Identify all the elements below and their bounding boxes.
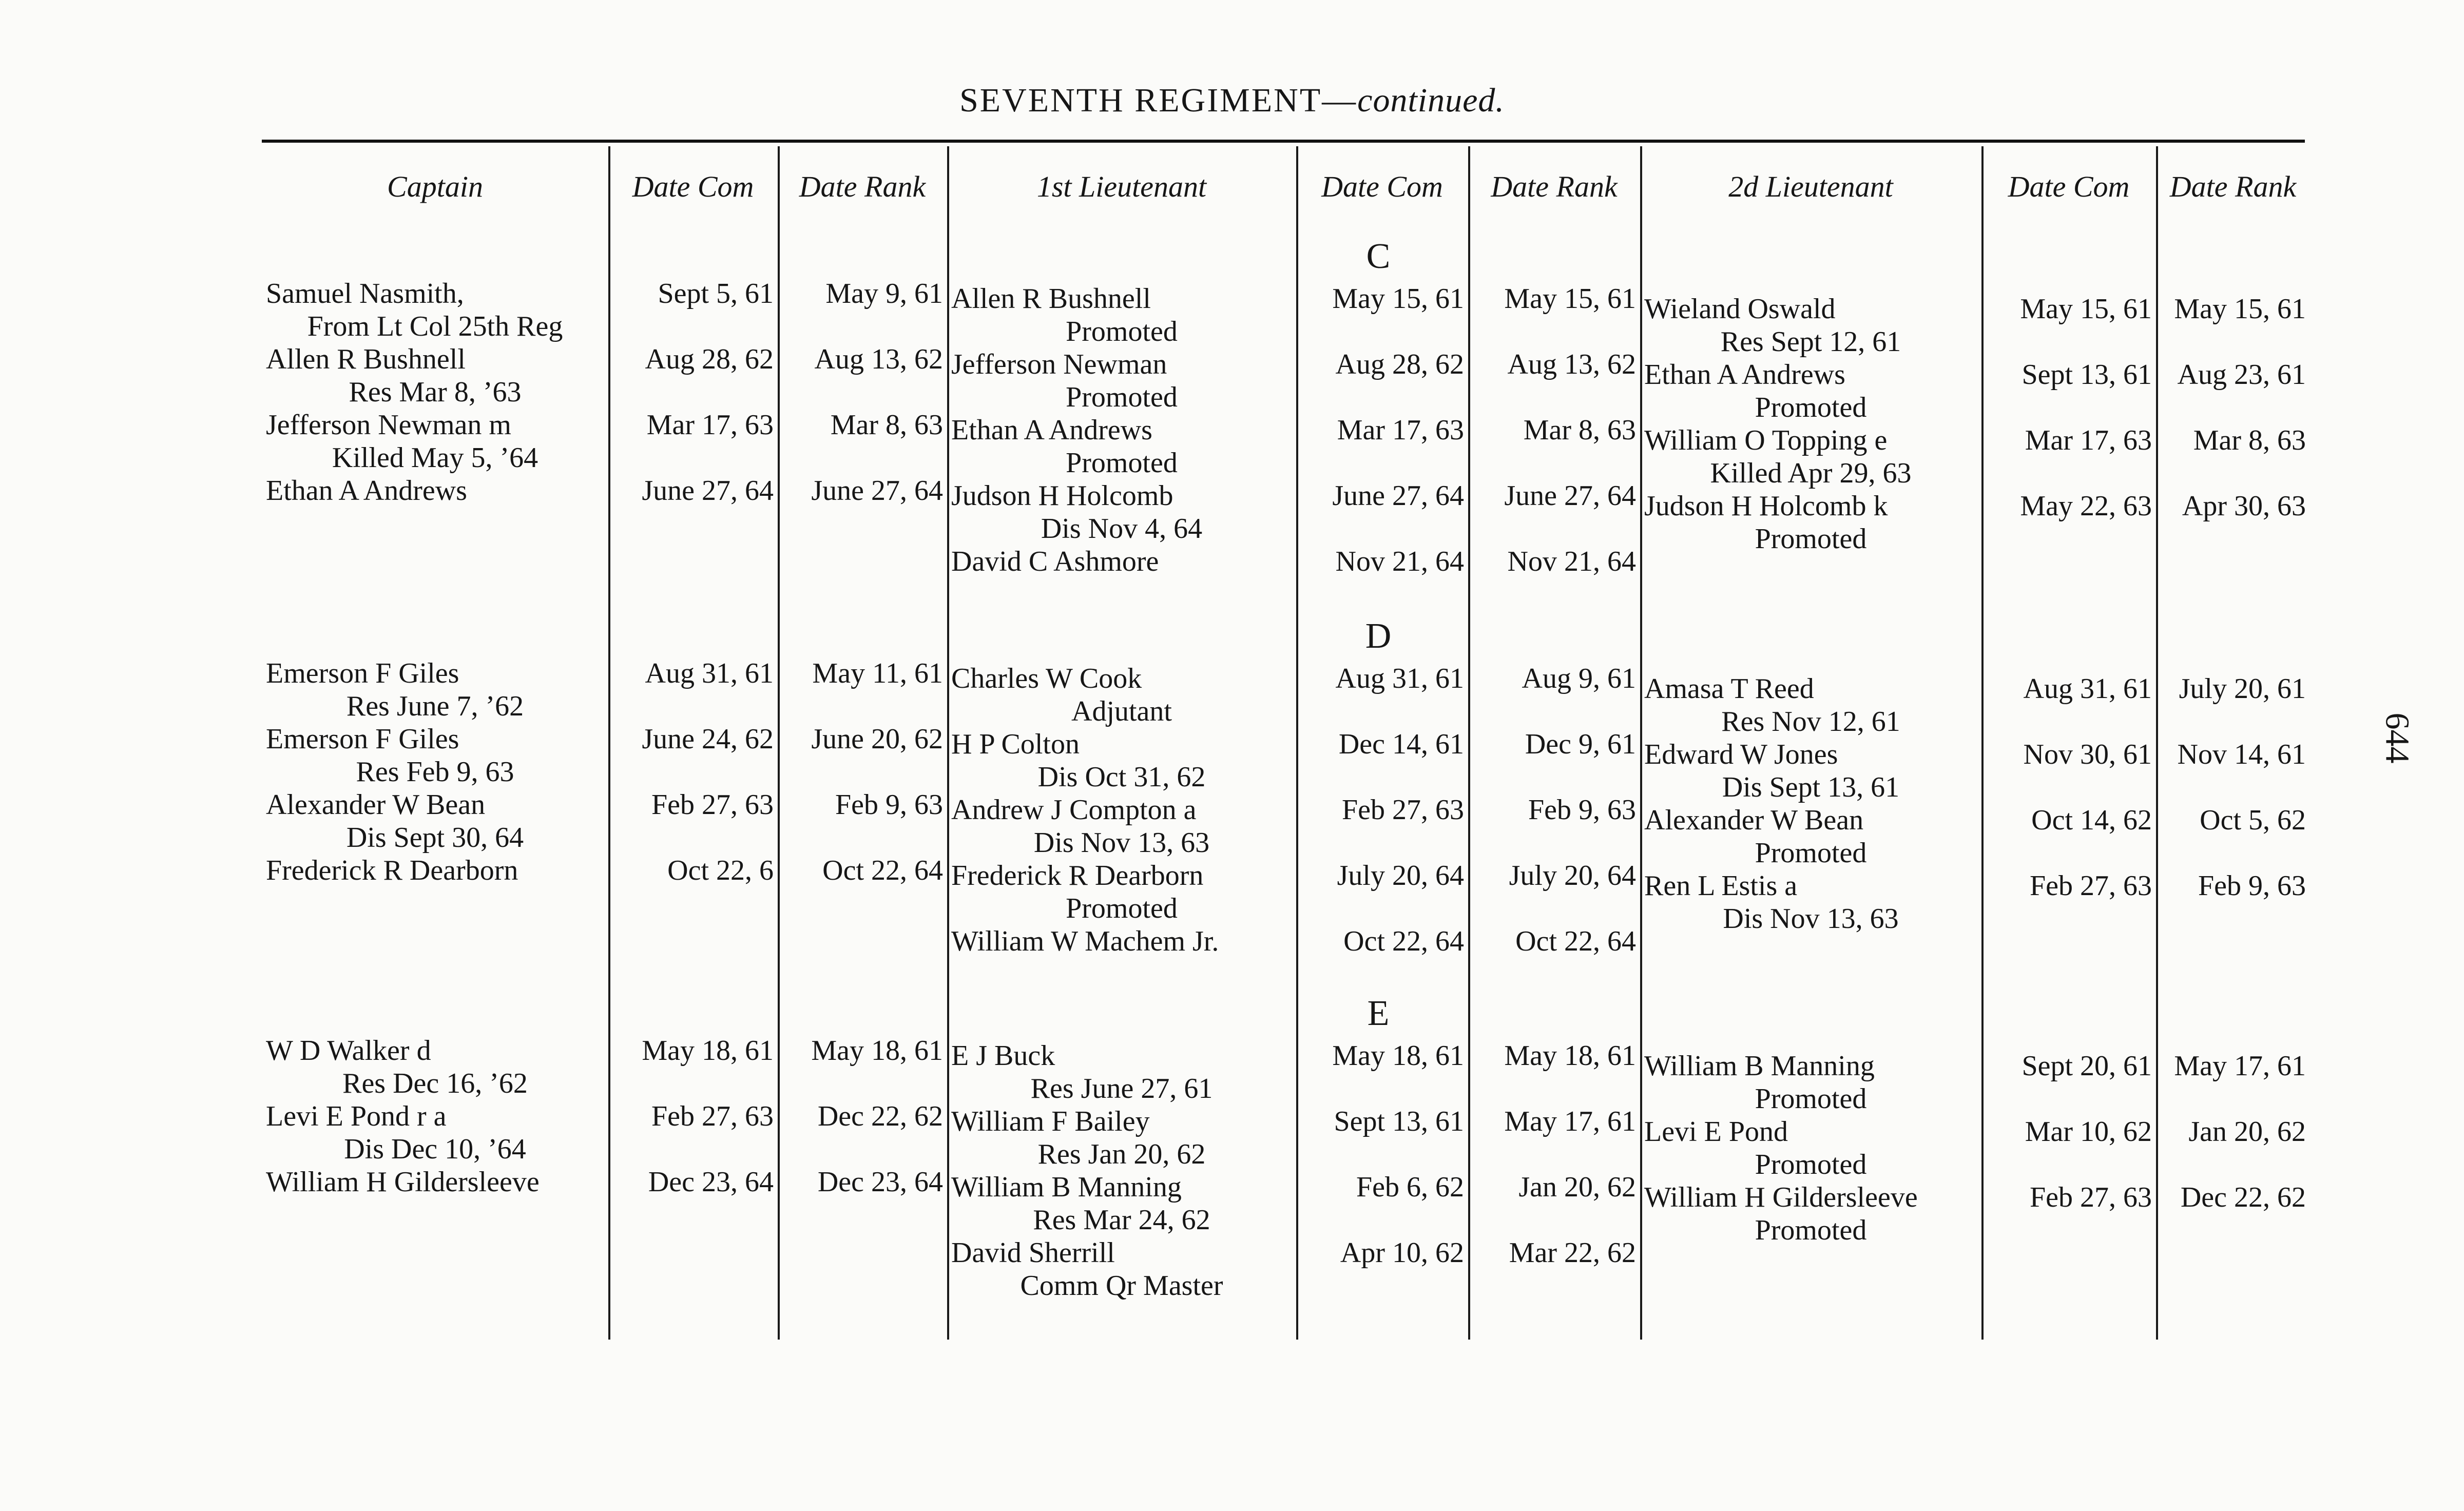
captain-date-rank: May 18, 61 <box>811 1035 943 1067</box>
page-number: 644 <box>2378 712 2416 764</box>
second_lt-name: Levi E Pond <box>1644 1116 1788 1148</box>
first_lt-name: Ethan A Andrews <box>951 414 1152 446</box>
first_lt-name: David Sherrill <box>951 1237 1115 1269</box>
second_lt-name: Ren L Estis a <box>1644 870 1798 902</box>
title-continued: continued. <box>1357 82 1505 119</box>
second_lt-note: Dis Nov 13, 63 <box>1723 903 1899 935</box>
second_lt-date-rank: July 20, 61 <box>2179 673 2306 705</box>
captain-date-com: Oct 22, 6 <box>667 855 774 886</box>
first_lt-name: William F Bailey <box>951 1106 1150 1137</box>
first_lt-name: David C Ashmore <box>951 546 1159 577</box>
column-header: Date Com <box>1321 170 1443 203</box>
column-header: Date Rank <box>1491 170 1618 203</box>
column-divider <box>947 146 949 1340</box>
captain-name: William H Gildersleeve <box>266 1166 540 1198</box>
first_lt-name: Allen R Bushnell <box>951 283 1151 315</box>
first_lt-name: William B Manning <box>951 1171 1182 1203</box>
captain-note: Killed May 5, ’64 <box>332 442 538 474</box>
first_lt-date-com: June 27, 64 <box>1332 480 1464 512</box>
second_lt-date-rank: Oct 5, 62 <box>2200 804 2306 836</box>
first_lt-date-rank: Aug 9, 61 <box>1522 663 1636 694</box>
second_lt-name: Ethan A Andrews <box>1644 359 1845 391</box>
page-title <box>0 81 2464 120</box>
second_lt-date-com: Sept 20, 61 <box>2022 1050 2152 1082</box>
title-text: SEVENTH REGIMENT— <box>959 82 1358 119</box>
first_lt-date-rank: Aug 13, 62 <box>1507 348 1636 380</box>
captain-note: Res Feb 9, 63 <box>356 756 514 788</box>
first_lt-name: William W Machem Jr. <box>951 925 1219 957</box>
second_lt-note: Dis Sept 13, 61 <box>1722 771 1900 803</box>
captain-name: Allen R Bushnell <box>266 343 466 375</box>
captain-date-rank: May 9, 61 <box>825 278 943 309</box>
captain-date-rank: May 11, 61 <box>812 657 943 689</box>
captain-date-rank: Oct 22, 64 <box>822 855 943 886</box>
captain-note: Dis Dec 10, ’64 <box>344 1133 526 1165</box>
second_lt-date-com: Mar 10, 62 <box>2025 1116 2152 1148</box>
captain-date-com: Feb 27, 63 <box>651 789 774 821</box>
second_lt-date-com: May 15, 61 <box>2020 293 2152 325</box>
first_lt-date-com: July 20, 64 <box>1337 860 1464 892</box>
first_lt-date-rank: July 20, 64 <box>1509 860 1636 892</box>
first_lt-note: Dis Nov 4, 64 <box>1041 513 1203 545</box>
first_lt-date-rank: Nov 21, 64 <box>1507 546 1636 577</box>
first_lt-date-rank: Dec 9, 61 <box>1525 728 1636 760</box>
column-header: Date Rank <box>2169 170 2297 203</box>
second_lt-date-rank: May 17, 61 <box>2174 1050 2306 1082</box>
second_lt-note: Promoted <box>1755 837 1867 869</box>
column-header: Date Rank <box>799 170 926 203</box>
header-rule <box>262 140 2305 143</box>
second_lt-date-rank: Apr 30, 63 <box>2182 490 2306 522</box>
captain-name: Levi E Pond r a <box>266 1100 447 1132</box>
second_lt-date-rank: May 15, 61 <box>2174 293 2306 325</box>
captain-note: Res Mar 8, ’63 <box>349 376 522 408</box>
second_lt-date-com: May 22, 63 <box>2020 490 2152 522</box>
first_lt-name: E J Buck <box>951 1040 1055 1072</box>
first_lt-name: Jefferson Newman <box>951 348 1167 380</box>
second_lt-date-com: Nov 30, 61 <box>2023 739 2152 770</box>
first_lt-date-rank: Jan 20, 62 <box>1518 1171 1636 1203</box>
captain-date-com: Feb 27, 63 <box>651 1100 774 1132</box>
second_lt-note: Promoted <box>1755 1149 1867 1180</box>
first_lt-date-com: Feb 6, 62 <box>1356 1171 1464 1203</box>
first_lt-date-com: May 15, 61 <box>1332 283 1464 315</box>
second_lt-note: Promoted <box>1755 392 1867 423</box>
column-header: Date Com <box>632 170 754 203</box>
second_lt-note: Killed Apr 29, 63 <box>1710 457 1912 489</box>
second_lt-name: Amasa T Reed <box>1644 673 1814 705</box>
captain-note: From Lt Col 25th Reg <box>307 311 563 342</box>
first_lt-note: Dis Nov 13, 63 <box>1033 827 1210 859</box>
first_lt-note: Promoted <box>1066 381 1178 413</box>
first_lt-date-rank: Feb 9, 63 <box>1528 794 1636 826</box>
captain-date-rank: Dec 23, 64 <box>817 1166 943 1198</box>
second_lt-date-rank: Jan 20, 62 <box>2188 1116 2306 1148</box>
second_lt-date-com: Aug 31, 61 <box>2023 673 2152 705</box>
captain-date-com: June 27, 64 <box>642 475 774 507</box>
second_lt-name: William H Gildersleeve <box>1644 1181 1918 1213</box>
captain-date-com: Aug 31, 61 <box>645 657 774 689</box>
company-letter: E <box>1367 994 1390 1033</box>
column-divider <box>1468 146 1470 1340</box>
first_lt-note: Promoted <box>1066 447 1178 479</box>
captain-name: Ethan A Andrews <box>266 475 467 507</box>
captain-date-rank: Mar 8, 63 <box>830 409 943 441</box>
captain-date-rank: June 27, 64 <box>811 475 943 507</box>
column-header: 2d Lieutenant <box>1728 170 1893 203</box>
first_lt-note: Res June 27, 61 <box>1030 1073 1213 1105</box>
company-letter: C <box>1366 237 1391 276</box>
captain-name: W D Walker d <box>266 1035 431 1067</box>
first_lt-date-rank: May 18, 61 <box>1504 1040 1636 1072</box>
captain-note: Dis Sept 30, 64 <box>346 822 524 854</box>
first_lt-note: Dis Oct 31, 62 <box>1037 761 1206 793</box>
second_lt-note: Res Sept 12, 61 <box>1720 326 1901 358</box>
first_lt-date-com: Mar 17, 63 <box>1337 414 1464 446</box>
captain-name: Alexander W Bean <box>266 789 486 821</box>
captain-name: Samuel Nasmith, <box>266 278 464 309</box>
column-divider <box>608 146 610 1340</box>
second_lt-name: Judson H Holcomb k <box>1644 490 1888 522</box>
first_lt-date-rank: Mar 22, 62 <box>1509 1237 1636 1269</box>
captain-date-rank: Dec 22, 62 <box>817 1100 943 1132</box>
captain-date-com: Sept 5, 61 <box>658 278 774 309</box>
first_lt-date-com: Oct 22, 64 <box>1343 925 1464 957</box>
captain-date-com: June 24, 62 <box>642 723 774 755</box>
captain-date-com: Mar 17, 63 <box>646 409 774 441</box>
column-divider <box>1981 146 1984 1340</box>
first_lt-note: Promoted <box>1066 893 1178 924</box>
first_lt-date-com: Aug 31, 61 <box>1335 663 1464 694</box>
column-divider <box>1296 146 1298 1340</box>
captain-date-rank: Aug 13, 62 <box>814 343 943 375</box>
first_lt-note: Res Jan 20, 62 <box>1037 1138 1206 1170</box>
company-letter: D <box>1365 616 1392 656</box>
second_lt-note: Res Nov 12, 61 <box>1721 706 1900 738</box>
first_lt-date-rank: June 27, 64 <box>1504 480 1636 512</box>
captain-note: Res June 7, ’62 <box>346 690 524 722</box>
first_lt-name: Frederick R Dearborn <box>951 860 1204 892</box>
second_lt-date-com: Sept 13, 61 <box>2022 359 2152 391</box>
first_lt-date-rank: May 15, 61 <box>1504 283 1636 315</box>
column-header: Captain <box>387 170 483 203</box>
first_lt-date-rank: May 17, 61 <box>1504 1106 1636 1137</box>
captain-name: Emerson F Giles <box>266 657 459 689</box>
first_lt-note: Promoted <box>1066 316 1178 347</box>
column-divider <box>778 146 780 1340</box>
second_lt-date-rank: Mar 8, 63 <box>2193 424 2306 456</box>
second_lt-date-rank: Nov 14, 61 <box>2177 739 2306 770</box>
second_lt-note: Promoted <box>1755 1214 1867 1246</box>
column-divider <box>1640 146 1642 1340</box>
second_lt-date-rank: Feb 9, 63 <box>2198 870 2306 902</box>
first_lt-name: H P Colton <box>951 728 1080 760</box>
second_lt-date-com: Feb 27, 63 <box>2030 870 2152 902</box>
captain-name: Jefferson Newman m <box>266 409 511 441</box>
second_lt-note: Promoted <box>1755 523 1867 555</box>
first_lt-date-com: Nov 21, 64 <box>1335 546 1464 577</box>
first_lt-name: Andrew J Compton a <box>951 794 1197 826</box>
second_lt-name: Wieland Oswald <box>1644 293 1836 325</box>
first_lt-date-com: Apr 10, 62 <box>1340 1237 1464 1269</box>
column-divider <box>2156 146 2158 1340</box>
second_lt-date-rank: Aug 23, 61 <box>2177 359 2306 391</box>
first_lt-note: Adjutant <box>1071 695 1172 727</box>
captain-note: Res Dec 16, ’62 <box>342 1068 528 1099</box>
first_lt-name: Judson H Holcomb <box>951 480 1173 512</box>
first_lt-note: Res Mar 24, 62 <box>1033 1204 1210 1236</box>
column-header: Date Com <box>2008 170 2130 203</box>
first_lt-date-com: Sept 13, 61 <box>1334 1106 1464 1137</box>
second_lt-name: Alexander W Bean <box>1644 804 1864 836</box>
first_lt-date-com: Feb 27, 63 <box>1342 794 1464 826</box>
captain-date-rank: June 20, 62 <box>811 723 943 755</box>
captain-date-com: May 18, 61 <box>642 1035 774 1067</box>
column-header: 1st Lieutenant <box>1036 170 1207 203</box>
second_lt-date-com: Feb 27, 63 <box>2030 1181 2152 1213</box>
first_lt-date-rank: Oct 22, 64 <box>1515 925 1636 957</box>
second_lt-name: William B Manning <box>1644 1050 1875 1082</box>
second_lt-date-rank: Dec 22, 62 <box>2180 1181 2306 1213</box>
first_lt-date-com: Dec 14, 61 <box>1338 728 1464 760</box>
captain-date-rank: Feb 9, 63 <box>835 789 943 821</box>
captain-name: Frederick R Dearborn <box>266 855 518 886</box>
first_lt-date-com: Aug 28, 62 <box>1335 348 1464 380</box>
captain-date-com: Aug 28, 62 <box>645 343 774 375</box>
second_lt-note: Promoted <box>1755 1083 1867 1115</box>
captain-date-com: Dec 23, 64 <box>648 1166 774 1198</box>
first_lt-name: Charles W Cook <box>951 663 1142 694</box>
second_lt-name: William O Topping e <box>1644 424 1888 456</box>
captain-name: Emerson F Giles <box>266 723 459 755</box>
second_lt-name: Edward W Jones <box>1644 739 1838 770</box>
first_lt-note: Comm Qr Master <box>1020 1270 1223 1302</box>
second_lt-date-com: Mar 17, 63 <box>2025 424 2152 456</box>
first_lt-date-rank: Mar 8, 63 <box>1523 414 1636 446</box>
second_lt-date-com: Oct 14, 62 <box>2031 804 2152 836</box>
first_lt-date-com: May 18, 61 <box>1332 1040 1464 1072</box>
